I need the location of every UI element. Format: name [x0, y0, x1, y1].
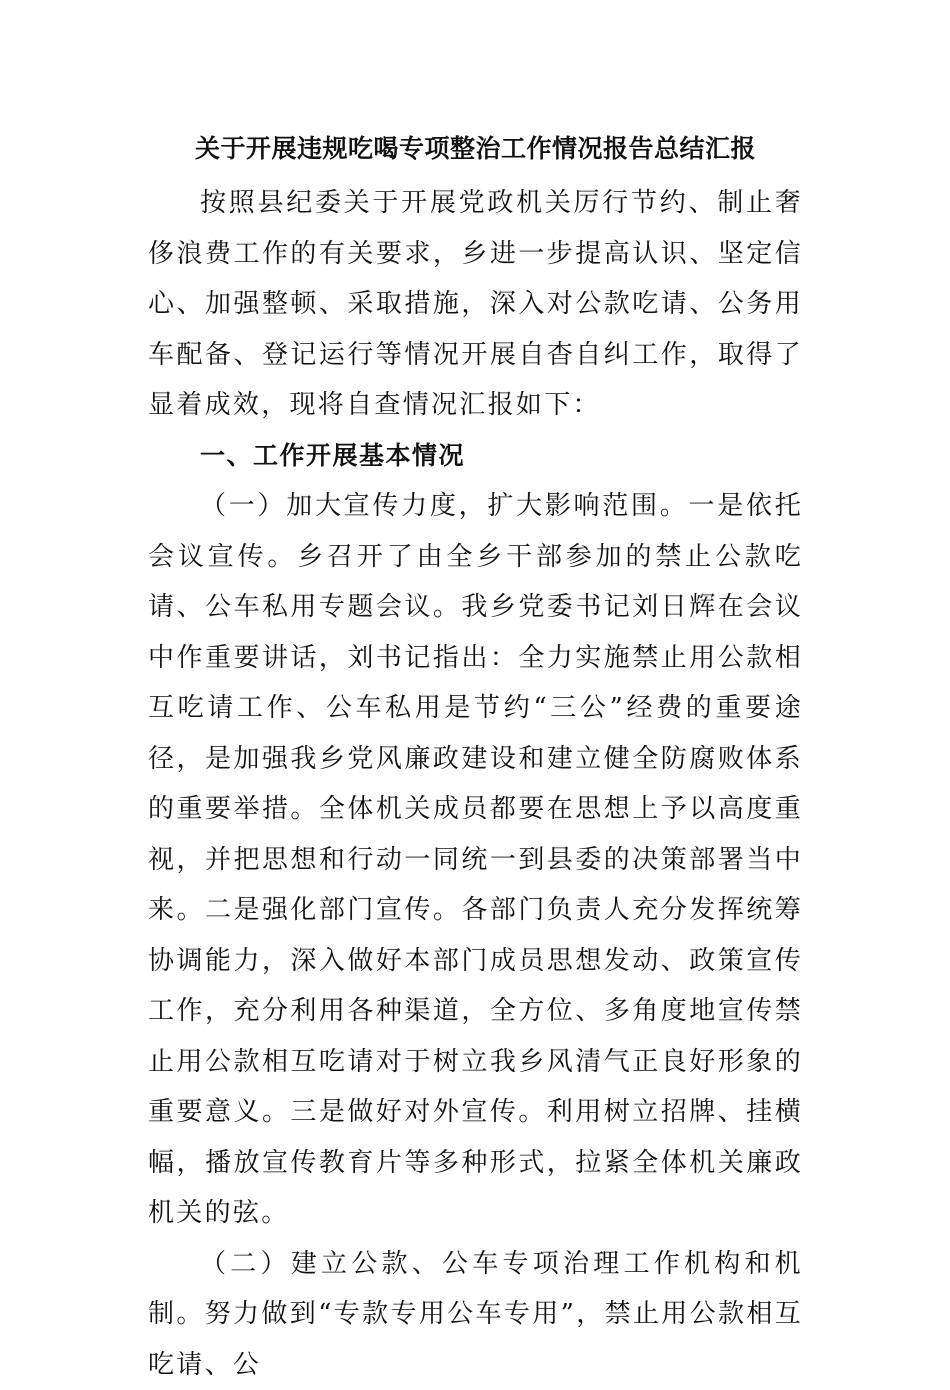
section-paragraph-1: （一）加大宣传力度，扩大影响范围。一是依托会议宣传。乡召开了由全乡干部参加的禁止公款吃请、公车私用专题会议。我乡党委书记刘日辉在会议中作重要讲话，刘书记指出：全力实施禁止用公款相互吃请工作、公车私用是节约“三公”经费的重要途径，是加强我乡党风廉政建设和建立健全防腐败体系的重要举措。全体机关成员都要在思想上予以高度重视，并把思想和行动一同统一到县委的决策部署当中来。二是强化部门宣传。各部门负责人充分发挥统筹协调能力，深入做好本部门成员思想发动、政策宣传工作，充分利用各种渠道，全方位、多角度地宣传禁止用公款相互吃请对于树立我乡风清气正良好形象的重要意义。三是做好对外宣传。利用树立招牌、挂横幅，播放宣传教育片等多种形式，拉紧全体机关廉政机关的弦。	[148, 481, 803, 1239]
section-heading: 一、工作开展基本情况	[148, 431, 803, 482]
section-paragraph-2: （二）建立公款、公车专项治理工作机构和机制。努力做到“专款专用公车专用”，禁止用公款相互吃请、公	[148, 1239, 803, 1390]
document-page	[148, 130, 803, 1390]
document-title: 关于开展违规吃喝专项整治工作情况报告总结汇报	[148, 130, 803, 168]
intro-paragraph: 按照县纪委关于开展党政机关厉行节约、制止奢侈浪费工作的有关要求，乡进一步提高认识、坚定信心、加强整顿、采取措施，深入对公款吃请、公务用车配备、登记运行等情况开展自杳自纠工作，取得了显着成效，现将自查情况汇报如下：	[148, 178, 803, 431]
